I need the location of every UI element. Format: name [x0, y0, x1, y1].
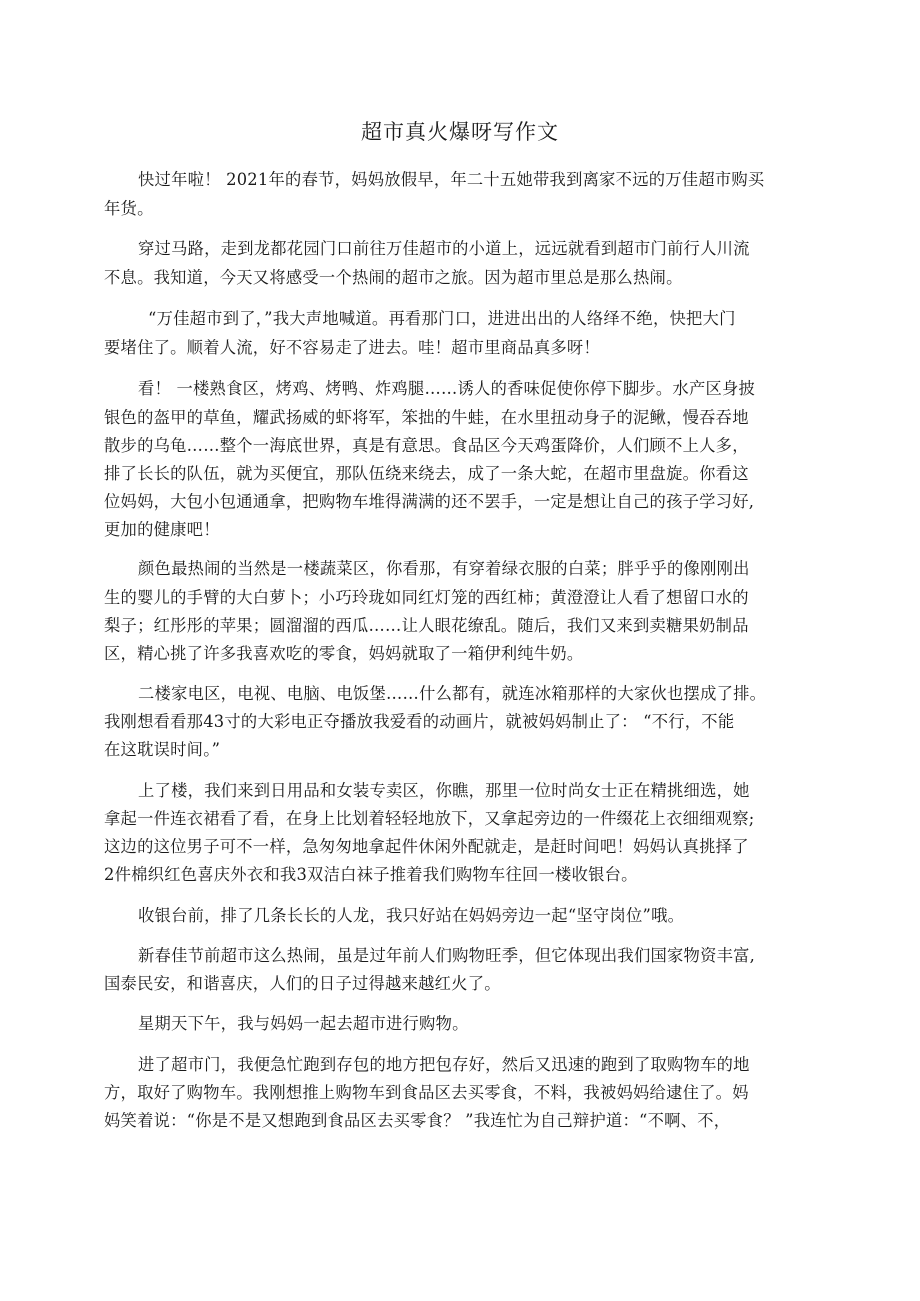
paragraph-line: 进了超市门，我便急忙跑到存包的地方把包存好，然后又迅速的跑到了取购物车的地 — [138, 1055, 750, 1074]
paragraph-line: 梨子；红彤彤的苹果；圆溜溜的西瓜……让人眼花缭乱。随后，我们又来到卖糖果奶制品 — [104, 616, 749, 635]
paragraph-line: 方，取好了购物车。我刚想推上购物车到食品区去买零食，不料，我被妈妈给逮住了。妈 — [104, 1083, 749, 1102]
paragraph-line: 要堵住了。顺着人流，好不容易走了进去。哇！超市里商品真多呀！ — [104, 338, 600, 357]
paragraph-line: 更加的健康吧！ — [104, 520, 220, 539]
paragraph-line: 妈笑着说：“你是不是又想跑到食品区去买零食？ ”我连忙为自己辩护道：“不啊、不， — [104, 1111, 731, 1130]
paragraph-line: 我刚想看看那43寸的大彩电正夺播放我爱看的动画片，就被妈妈制止了： “不行，不能 — [104, 712, 735, 731]
paragraph-line: 排了长长的队伍，就为买便宜，那队伍绕来绕去，成了一条大蛇，在超市里盘旋。你看这 — [104, 464, 749, 483]
paragraph-line: 银色的盔甲的草鱼，耀武扬威的虾将军，笨拙的牛蛙，在水里扭动身子的泥鳅，慢吞吞地 — [104, 408, 749, 427]
paragraph-line: 上了楼，我们来到日用品和女装专卖区，你瞧，那里一位时尚女士正在精挑细选，她 — [138, 781, 750, 800]
paragraph-line: 年货。 — [104, 199, 154, 218]
paragraph-line: 这边的这位男子可不一样，急匆匆地拿起件休闲外配就走，是赶时间吧！妈妈认真挑择了 — [104, 837, 749, 856]
paragraph-line: 散步的乌龟……整个一海底世界，真是有意思。食品区今天鸡蛋降价，人们顾不上人多， — [104, 436, 749, 455]
paragraph-line: 不息。我知道，今天又将感受一个热闹的超市之旅。因为超市里总是那么热闹。 — [104, 268, 683, 287]
paragraph-line: 星期天下午，我与妈妈一起去超市进行购物。 — [138, 1014, 469, 1033]
paragraph-line: 新春佳节前超市这么热闹，虽是过年前人们购物旺季，但它体现出我们国家物资丰富, — [138, 946, 756, 965]
paragraph-line: 颜色最热闹的当然是一楼蔬菜区，你看那，有穿着绿衣服的白菜；胖乎乎的像刚刚出 — [138, 559, 750, 578]
paragraph-line: 收银台前，排了几条长长的人龙，我只好站在妈妈旁边一起“坚守岗位”哦。 — [138, 906, 685, 925]
paragraph-line: 位妈妈，大包小包通通拿，把购物车堆得满满的还不罢手，一定是想让自己的孩子学习好, — [104, 492, 755, 511]
paragraph-line: 区，精心挑了许多我喜欢吃的零食，妈妈就取了一箱伊利纯牛奶。 — [104, 644, 584, 663]
paragraph-line: 二楼家电区，电视、电脑、电饭堡……什么都有，就连冰箱那样的大家伙也摆成了排。 — [138, 684, 767, 703]
paragraph-line: 快过年啦！ 2021年的春节，妈妈放假早，年二十五她带我到离家不远的万佳超市购买 — [138, 170, 765, 189]
paragraph-line: “万佳超市到了，”我大声地喊道。再看那门口，进进出出的人络绎不绝，快把大门 — [148, 309, 736, 328]
paragraph-line: 拿起一件连衣裙看了看，在身上比划着轻轻地放下，又拿起旁边的一件缀花上衣细细观察; — [104, 809, 755, 828]
document-title: 超市真火爆呀写作文 — [361, 120, 559, 144]
paragraph-line: 穿过马路，走到龙都花园门口前往万佳超市的小道上，远远就看到超市门前行人川流 — [138, 239, 750, 258]
paragraph-line: 在这耽误时间。” — [104, 740, 221, 759]
paragraph-line: 2件棉织红色喜庆外衣和我3双洁白袜子推着我们购物车往回一楼收银台。 — [104, 865, 638, 884]
paragraph-line: 国泰民安，和谐喜庆，人们的日子过得越来越红火了。 — [104, 974, 501, 993]
paragraph-line: 看！ 一楼熟食区，烤鸡、烤鸭、炸鸡腿……诱人的香味促使你停下脚步。水产区身披 — [138, 379, 756, 398]
paragraph-line: 生的婴儿的手臂的大白萝卜；小巧玲珑如同红灯笼的西红柿；黄澄澄让人看了想留口水的 — [104, 588, 749, 607]
